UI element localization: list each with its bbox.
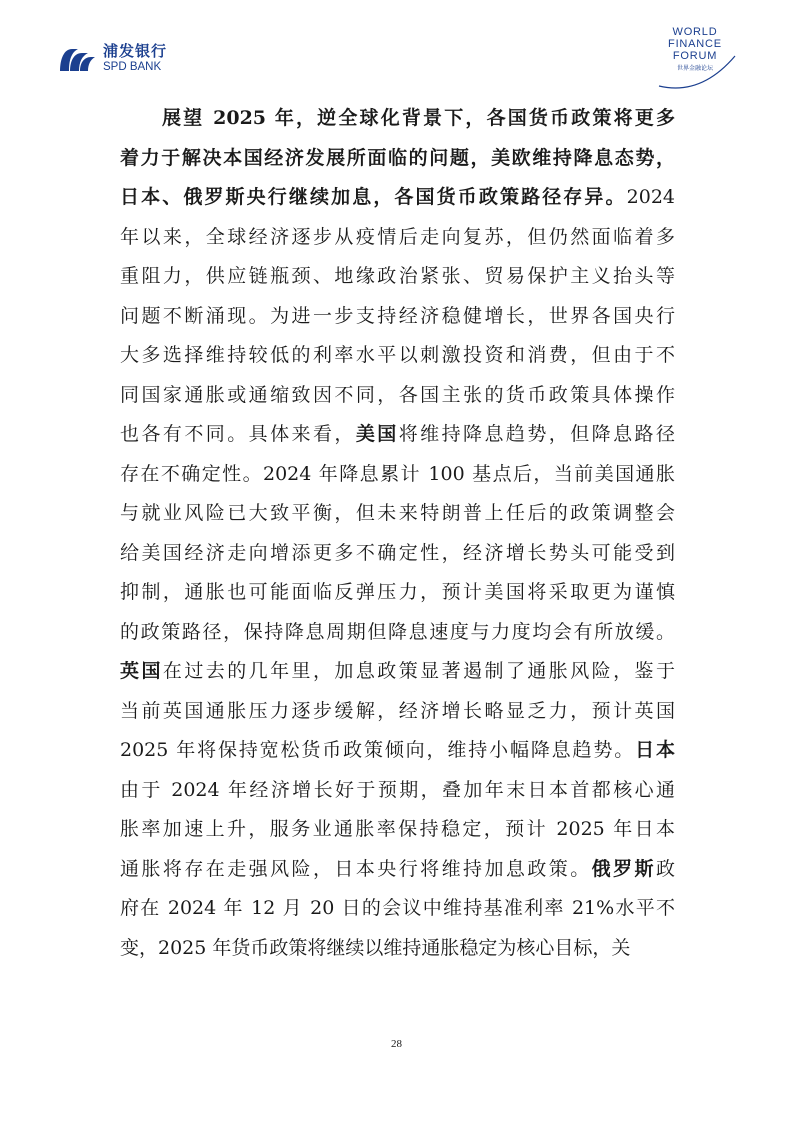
text-segment: 由于 2024 年经济增长好于预期，叠加年末日本首都核心通 <box>120 778 675 801</box>
text-line <box>120 257 675 297</box>
text-line <box>120 376 675 416</box>
text-segment: 年以来，全球经济逐步从疫情后走向复苏，但仍然面临着多 <box>120 225 675 248</box>
text-segment: 重阻力，供应链瓶颈、地缘政治紧张、贸易保护主义抬头等 <box>120 265 675 287</box>
page-number: 28 <box>391 1038 402 1050</box>
logo-english-name: SPD BANK <box>103 61 162 73</box>
spd-bank-logo <box>58 44 167 74</box>
text-segment: 同国家通胀或通缩致因不同，各国主张的货币政策具体操作 <box>120 383 675 406</box>
bold-text: 日本、俄罗斯央行继续加息，各国货币政策路径存异。 <box>120 186 627 208</box>
text-line <box>120 534 675 574</box>
text-line <box>120 455 675 495</box>
text-segment: 当前英国通胀压力逐步缓解，经济增长略显乏力，预计英国 <box>120 699 675 722</box>
text-line <box>120 613 675 653</box>
text-line <box>120 297 675 337</box>
text-line <box>120 889 675 929</box>
text-segment: 2024 <box>626 186 675 208</box>
text-segment: 在过去的几年里，加息政策显著遏制了通胀风险，鉴于 <box>162 660 675 682</box>
text-line <box>120 178 675 218</box>
text-segment: 也各有不同。具体来看， <box>120 423 356 445</box>
text-line <box>120 218 675 258</box>
text-line <box>120 336 675 376</box>
text-segment: 政 <box>655 857 675 880</box>
text-line <box>120 771 675 811</box>
bold-text: 俄罗斯 <box>591 857 656 880</box>
bold-text: 美国 <box>355 423 399 445</box>
bold-text: 展望 2025 年，逆全球化背景下，各国货币政策将更多 <box>162 107 675 129</box>
text-segment: 变，2025 年货币政策将继续以维持通胀稳定为核心目标，关 <box>120 936 631 959</box>
text-segment: 存在不确定性。2024 年降息累计 100 基点后，当前美国通胀 <box>120 462 675 485</box>
text-segment: 问题不断涌现。为进一步支持经济稳健增长，世界各国央行 <box>120 304 675 327</box>
text-line <box>120 99 675 139</box>
world-finance-forum-logo <box>649 26 741 92</box>
forum-word-forum: FORUM <box>672 50 718 62</box>
bold-text: 着力于解决本国经济发展所面临的问题，美欧维持降息态势， <box>120 146 675 169</box>
text-line <box>120 810 675 850</box>
text-segment: 给美国经济走向增添更多不确定性，经济增长势头可能受到 <box>120 541 675 564</box>
text-segment: 的政策路径，保持降息周期但降息速度与力度均会有所放缓。 <box>120 620 675 643</box>
spd-bank-logo-icon <box>58 45 96 73</box>
text-segment: 与就业风险已大致平衡，但未来特朗普上任后的政策调整会 <box>120 502 675 524</box>
text-line <box>120 415 675 455</box>
forum-word-finance: FINANCE <box>668 38 722 50</box>
text-segment: 将维持降息趋势，但降息路径 <box>398 423 675 445</box>
text-line <box>120 692 675 732</box>
text-line <box>120 573 675 613</box>
logo-chinese-name: 浦发银行 <box>103 42 168 60</box>
text-segment: 通胀将存在走强风险，日本央行将维持加息政策。 <box>120 857 592 880</box>
swoosh-icon <box>649 26 741 92</box>
text-segment: 胀率加速上升，服务业通胀率保持稳定，预计 2025 年日本 <box>120 818 675 840</box>
text-segment: 大多选择维持较低的利率水平以刺激投资和消费，但由于不 <box>120 344 675 366</box>
forum-chinese-name: 世界金融论坛 <box>676 65 713 72</box>
forum-word-world: WORLD <box>672 26 718 38</box>
text-segment: 抑制，通胀也可能面临反弹压力，预计美国将采取更为谨慎 <box>120 581 675 603</box>
text-segment: 府在 2024 年 12 月 20 日的会议中维持基准利率 21%水平不 <box>120 897 675 919</box>
text-line <box>120 139 675 179</box>
text-line <box>120 929 675 969</box>
text-segment: 2025 年将保持宽松货币政策倾向，维持小幅降息趋势。 <box>120 739 636 761</box>
bold-text: 日本 <box>635 739 675 761</box>
text-line <box>120 731 675 771</box>
text-line <box>120 652 675 692</box>
bold-text: 英国 <box>120 660 163 682</box>
body-paragraph <box>120 99 675 968</box>
text-line <box>120 850 675 890</box>
text-line <box>120 494 675 534</box>
